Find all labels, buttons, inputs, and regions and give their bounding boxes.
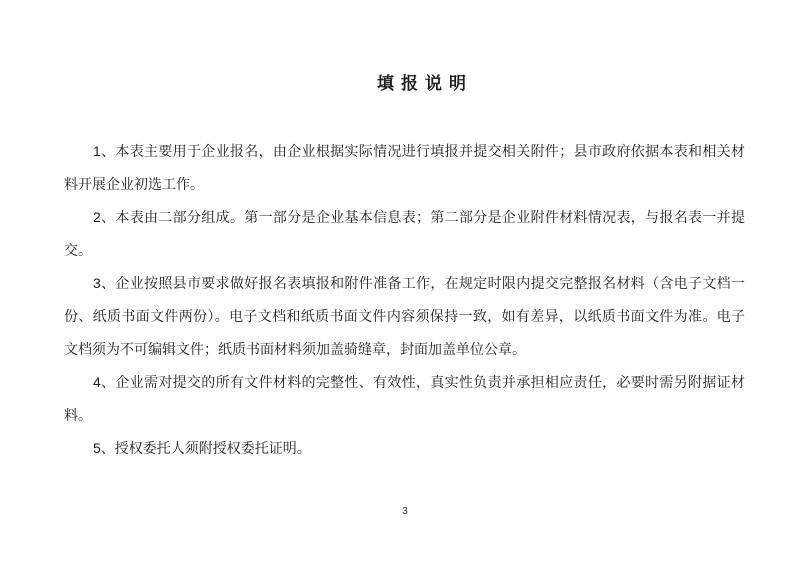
instruction-line: 交。	[64, 242, 92, 258]
page-number: 3	[402, 506, 408, 517]
instruction-line: 4、企业需对提交的所有文件材料的完整性、有效性，真实性负责并承担相应责任，必要时需另附据证材	[93, 374, 745, 390]
instruction-line: 1、本表主要用于企业报名，由企业根据实际情况进行填报并提交相关附件；县市政府依据本表和相关材	[93, 143, 745, 159]
instruction-line: 文档须为不可编辑文件；纸质书面材料须加盖骑缝章，封面加盖单位公章。	[64, 341, 526, 357]
instructions-body	[64, 135, 745, 465]
page-title: 填报说明	[377, 74, 473, 93]
instruction-line: 2、本表由二部分组成。第一部分是企业基本信息表；第二部分是企业附件材料情况表，与报名表一并提	[93, 209, 745, 225]
instruction-line: 份、纸质书面文件两份）。电子文档和纸质书面文件内容须保持一致，如有差异，以纸质书面文件为准。电子	[64, 308, 745, 324]
instruction-line: 料开展企业初选工作。	[64, 176, 204, 192]
instruction-paragraph-4	[64, 366, 745, 432]
instruction-line: 3、企业按照县市要求做好报名表填报和附件准备工作，在规定时限内提交完整报名材料（含电子文档一	[93, 275, 745, 291]
instruction-paragraph-3	[64, 267, 745, 366]
instruction-paragraph-5	[64, 432, 745, 465]
instruction-paragraph-2	[64, 201, 745, 267]
instruction-paragraph-1	[64, 135, 745, 201]
instruction-line: 料。	[64, 407, 92, 423]
instruction-line: 5、授权委托人须附授权委托证明。	[93, 440, 311, 456]
